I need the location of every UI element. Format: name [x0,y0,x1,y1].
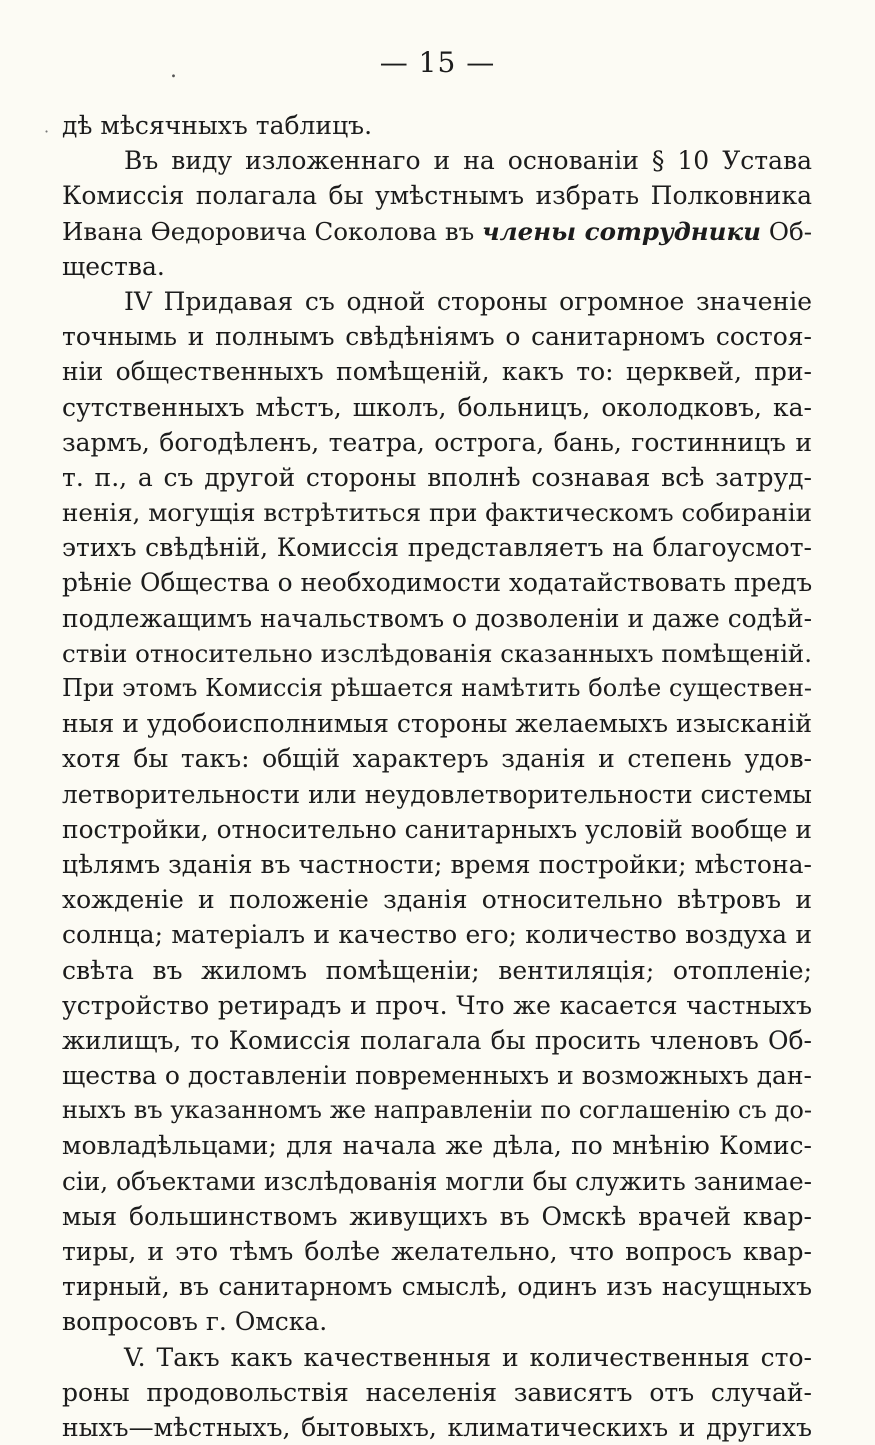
text-line: ныхъ въ указанномъ же направленіи по соглашенію съ до- [62,1096,812,1125]
text-line: роны продовольствія населенія зависятъ отъ случай- [62,1377,812,1407]
text-line: Въ виду изложеннаго и на основаніи § 10 Устава [124,146,812,176]
text-line: хожденіе и положеніе зданія относительно вѣтровъ и [62,885,812,915]
text-line: хотя бы такъ: общій характеръ зданія и степень удов- [62,744,812,774]
text-line: точнымь и полнымъ свѣдѣніямъ о санитарномъ состоя- [62,322,812,352]
text-line: ныхъ—мѣстныхъ, бытовыхъ, климатическихъ и другихъ [62,1412,812,1442]
text-line: щества о доставленіи повременныхъ и возможныхъ дан- [62,1061,812,1091]
margin-mark: · [44,122,50,141]
section-iv-start: IV Придавая съ одной стороны огромное значеніе [124,286,812,316]
text-line: щества. [62,251,165,281]
text-line: При этомъ Комиссія рѣшается намѣтить болѣе существен- [62,674,812,702]
text-line: сіи, объектами изслѣдованія могли бы служить занимае- [62,1166,812,1196]
text-line: летворительности или неудовлетворительности системы [62,779,812,809]
page-number: — 15 — [379,46,496,79]
text-run: Об- [760,216,813,246]
text-run: Ивана Ѳедоровича Соколова въ [62,216,483,246]
text-line: ненія, могущія встрѣтиться при фактическомъ собираніи [62,498,812,528]
text-line: ніи общественныхъ помѣщеній, какъ то: церквей, при- [62,357,812,387]
text-line: устройство ретирадъ и проч. Что же касается частныхъ [62,990,812,1020]
text-line: мыя большинствомъ живущихъ въ Омскѣ врачей квар- [62,1201,812,1231]
text-line: рѣніе Общества о необходимости ходатайствовать предъ [62,568,813,598]
text-line: сутственныхъ мѣстъ, школъ, больницъ, околодковъ, ка- [62,392,812,422]
text-line: ныя и удобоисполнимыя стороны желаемыхъ изысканій [62,709,812,739]
body-text [62,108,812,1445]
emphasis-members-collaborators: члены сотрудники [482,216,761,246]
text-line: солнца; матеріалъ и качество его; количество воздуха и [62,920,812,950]
text-line: цѣлямъ зданія въ частности; время постройки; мѣстона- [62,849,812,879]
text-line: свѣта въ жиломъ помѣщеніи; вентиляція; отопленіе; [62,955,812,985]
text-line: вопросовъ г. Омска. [62,1307,328,1337]
text-line: тирный, въ санитарномъ смыслѣ, одинъ изъ насущныхъ [62,1272,812,1302]
text-line: тиры, и это тѣмъ болѣе желательно, что вопросъ квар- [62,1237,812,1266]
text-line: дѣ мѣсячныхъ таблицъ. [62,111,373,140]
text-line: этихъ свѣдѣній, Комиссія представляетъ на благоусмот- [62,533,812,563]
print-speck: . [170,58,177,83]
text-line: мовладѣльцами; для начала же дѣла, по мнѣнію Комис- [62,1131,812,1161]
text-line [62,214,812,249]
text-line: ствіи относительно изслѣдованія сказанныхъ помѣщеній. [62,638,813,668]
section-v-start: V. Такъ какъ качественныя и количественныя сто- [124,1342,812,1372]
text-line: т. п., а съ другой стороны вполнѣ сознавая всѣ затруд- [62,462,812,492]
text-line: зармъ, богодѣленъ, театра, острога, бань, гостинницъ и [62,427,812,457]
text-line: жилищъ, то Комиссія полагала бы просить членовъ Об- [62,1025,812,1055]
text-line: Комиссія полагала бы умѣстнымъ избрать Полковника [62,181,812,211]
text-line: постройки, относительно санитарныхъ условій вообще и [62,814,812,844]
text-line: подлежащимъ начальствомъ о дозволеніи и даже содѣй- [62,603,812,633]
